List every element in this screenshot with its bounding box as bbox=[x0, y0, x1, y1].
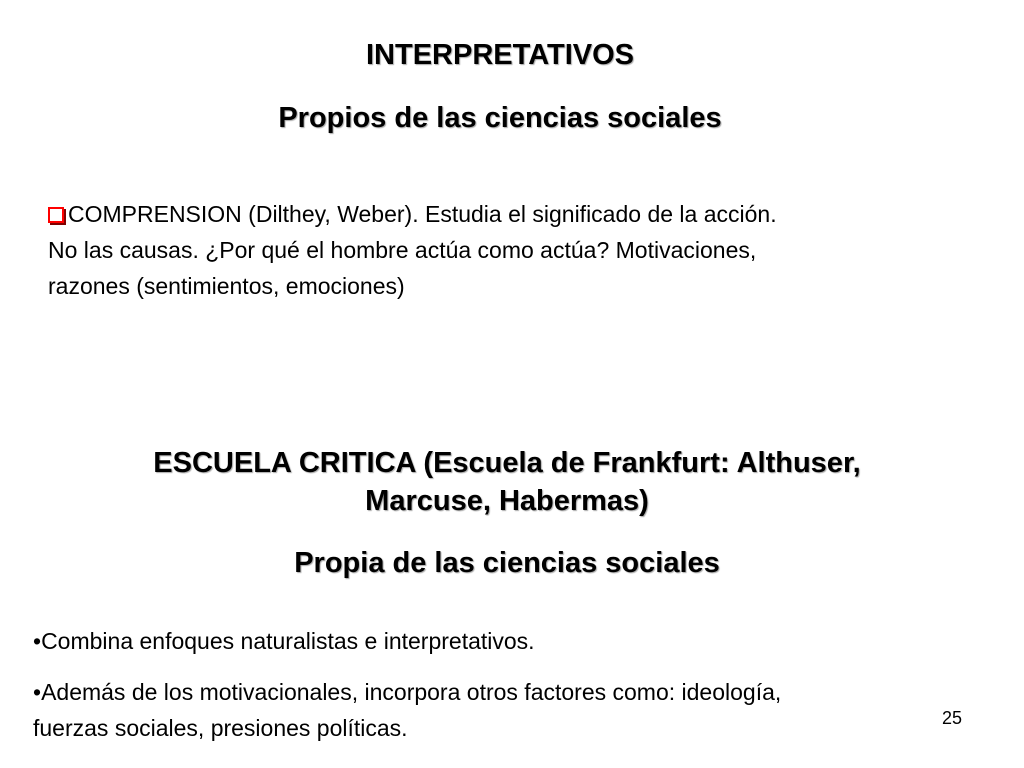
bullet-item-1 bbox=[33, 623, 535, 659]
bullet-text: Además de los motivacionales, incorpora otros factores como: ideología, bbox=[41, 679, 782, 705]
paragraph-line: No las causas. ¿Por qué el hombre actúa como actúa? Motivaciones, bbox=[48, 237, 757, 263]
section2-title-line-2: Marcuse, Habermas) bbox=[365, 485, 649, 517]
section1-subtitle: Propios de las ciencias sociales bbox=[278, 102, 722, 134]
checkbox-bullet-icon bbox=[48, 207, 64, 223]
page-number: 25 bbox=[941, 708, 962, 728]
paragraph-line: razones (sentimientos, emociones) bbox=[48, 273, 405, 299]
bullet-item-2 bbox=[33, 674, 781, 746]
bullet-icon: • bbox=[33, 628, 42, 654]
bullet-text: Combina enfoques naturalistas e interpretativos. bbox=[41, 628, 535, 654]
section1-title: INTERPRETATIVOS bbox=[366, 39, 634, 71]
section1-paragraph bbox=[48, 196, 777, 304]
section2-subtitle: Propia de las ciencias sociales bbox=[294, 547, 720, 579]
paragraph-line: COMPRENSION (Dilthey, Weber). Estudia el significado de la acción. bbox=[48, 196, 777, 232]
section2-title-line-1: ESCUELA CRITICA (Escuela de Frankfurt: Althuser, bbox=[153, 447, 861, 479]
bullet-text: fuerzas sociales, presiones políticas. bbox=[33, 715, 408, 741]
bullet-icon: • bbox=[33, 679, 42, 705]
